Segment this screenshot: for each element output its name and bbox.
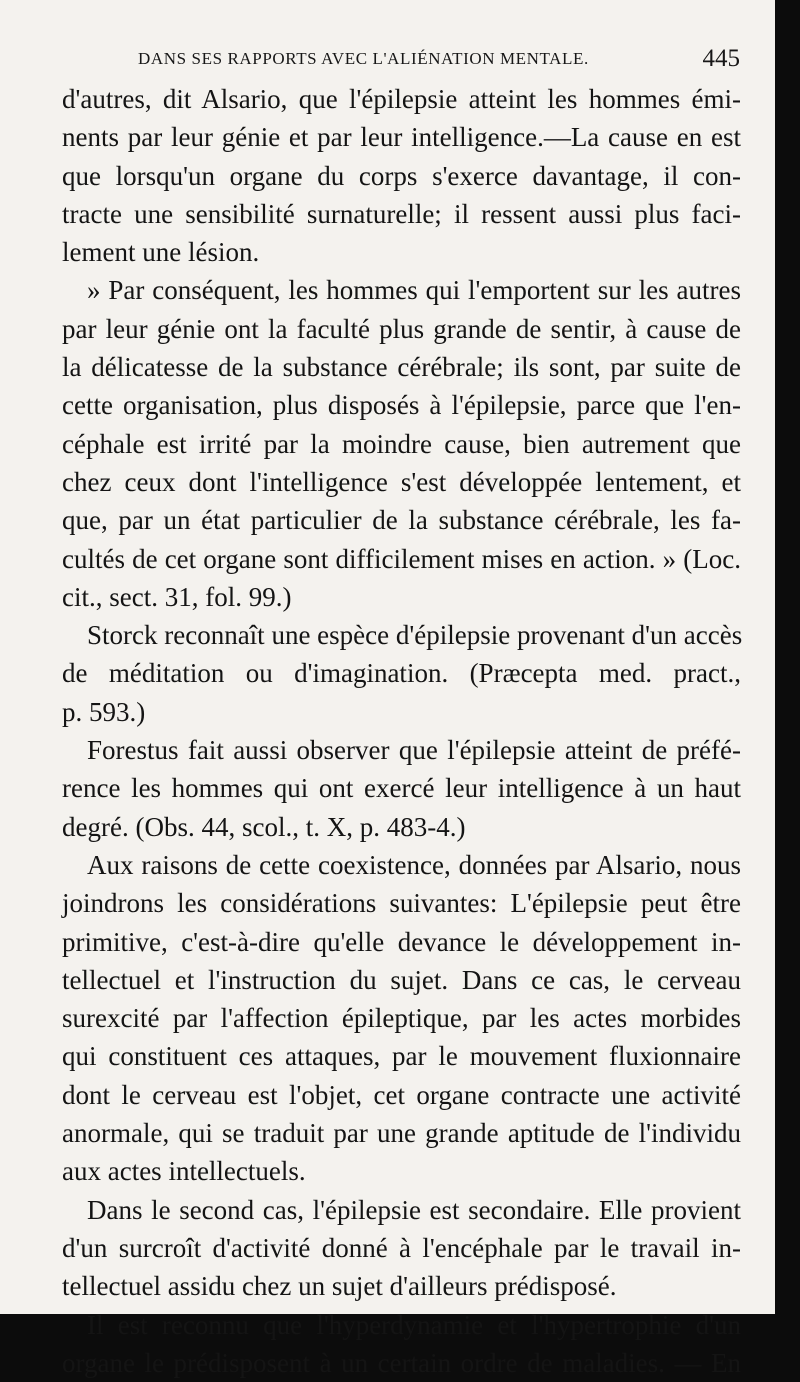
- text-line: Forestus fait aussi observer que l'épilepsie atteint de préfé-: [87, 735, 741, 766]
- text-line: la délicatesse de la substance cérébrale; ils sont, par suite de: [62, 352, 741, 383]
- text-line: que, par un état particulier de la substance cérébrale, les fa-: [62, 505, 741, 536]
- text-line: aux actes intellectuels.: [62, 1156, 306, 1187]
- text-line: » Par conséquent, les hommes qui l'emportent sur les autres: [87, 275, 741, 306]
- text-line: cette organisation, plus disposés à l'épilepsie, parce que l'en-: [62, 390, 741, 421]
- text-line: d'autres, dit Alsario, que l'épilepsie atteint les hommes émi-: [62, 84, 741, 114]
- text-line: anormale, qui se traduit par une grande aptitude de l'individu: [62, 1118, 741, 1149]
- text-line: dont le cerveau est l'objet, cet organe contracte une activité: [62, 1079, 741, 1110]
- text-line: cultés de cet organe sont difficilement mises en action. » (Loc.: [62, 543, 741, 574]
- text-line: tellectuel et l'instruction du sujet. Dans ce cas, le cerveau: [62, 964, 741, 995]
- body-text: [62, 80, 741, 1382]
- text-line: qui constituent ces attaques, par le mouvement fluxionnaire: [62, 1041, 741, 1072]
- text-line: de méditation ou d'imagination. (Præcepta med. pract.,: [62, 658, 741, 689]
- text-line: Il est reconnu que l'hyperdynamie et l'hypertrophie d'un: [87, 1309, 741, 1340]
- text-line: par leur génie ont la faculté plus grande de sentir, à cause de: [62, 313, 741, 344]
- text-line: surexcité par l'affection épileptique, par les actes morbides: [62, 1003, 741, 1034]
- text-line: Aux raisons de cette coexistence, données par Alsario, nous: [87, 849, 741, 880]
- text-line: d'un surcroît d'activité donné à l'encéphale par le travail in-: [62, 1232, 741, 1263]
- text-line: nents par leur génie et par leur intelligence.—La cause en est: [62, 122, 741, 153]
- text-line: céphale est irrité par la moindre cause, bien autrement que: [62, 428, 741, 459]
- text-line: que lorsqu'un organe du corps s'exerce davantage, il con-: [62, 160, 741, 191]
- text-line: chez ceux dont l'intelligence s'est développée lentement, et: [62, 466, 741, 497]
- page-number: 445: [702, 45, 740, 72]
- text-line: Dans le second cas, l'épilepsie est secondaire. Elle provient: [87, 1194, 741, 1225]
- text-line: Storck reconnaît une espèce d'épilepsie provenant d'un accès: [87, 620, 743, 651]
- text-line: rence les hommes qui ont exercé leur intelligence à un haut: [62, 773, 741, 804]
- text-line: primitive, c'est-à-dire qu'elle devance le développement in-: [62, 926, 741, 957]
- text-line: joindrons les considérations suivantes: L'épilepsie peut être: [62, 888, 741, 919]
- text-line: p. 593.): [62, 696, 146, 727]
- running-title: DANS SES RAPPORTS AVEC L'ALIÉNATION MENTALE.: [138, 49, 589, 68]
- text-line: tracte une sensibilité surnaturelle; il ressent aussi plus faci-: [62, 198, 741, 229]
- text-line: organe le prédisposent à un certain ordre de maladies. — En: [62, 1347, 741, 1378]
- page-header: [60, 45, 740, 75]
- text-line: lement une lésion.: [62, 237, 260, 268]
- text-line: cit., sect. 31, fol. 99.): [62, 581, 292, 612]
- text-line: tellectuel assidu chez un sujet d'ailleurs prédisposé.: [62, 1271, 617, 1302]
- text-line: degré. (Obs. 44, scol., t. X, p. 483-4.): [62, 811, 466, 842]
